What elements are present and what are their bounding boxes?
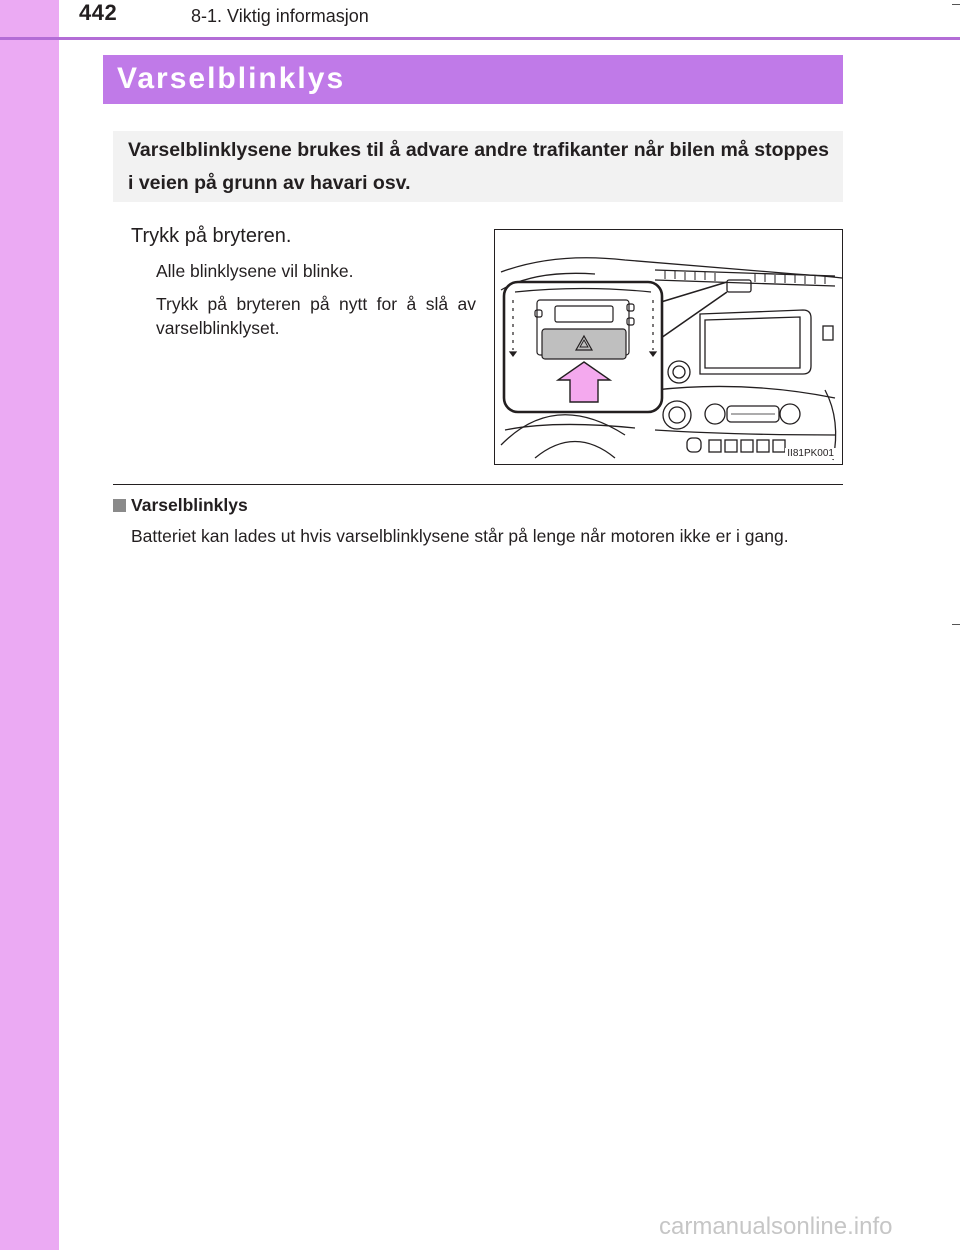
- watermark: carmanualsonline.info: [659, 1213, 893, 1240]
- summary-text: Varselblinklysene brukes til å advare andre trafikanter når bilen må stoppes i veien på grunn av havari osv.: [128, 139, 829, 194]
- crop-mark: [952, 624, 960, 625]
- step-instruction: Trykk på bryteren på nytt for å slå av varselblinklyset.: [156, 294, 476, 338]
- square-bullet-icon: [113, 499, 126, 512]
- crop-mark: [952, 4, 960, 5]
- section-title: Varselblinklys: [117, 62, 346, 95]
- note-body: Batteriet kan lades ut hvis varselblinklysene står på lenge når motoren ikke er i gang.: [131, 526, 789, 546]
- section-title-band: [103, 55, 843, 104]
- figure-code: II81PK001: [787, 448, 834, 459]
- side-tab: [0, 0, 59, 1250]
- step-title: Trykk på bryteren.: [131, 225, 292, 247]
- section-reference: 8-1. Viktig informasjon: [191, 6, 369, 26]
- section-divider: [113, 484, 843, 485]
- step-result: Alle blinklysene vil blinke.: [156, 261, 354, 281]
- page-number: 442: [79, 0, 118, 25]
- header-rule: [0, 37, 960, 40]
- note-title: Varselblinklys: [131, 495, 248, 515]
- summary-box: [113, 131, 843, 202]
- dashboard-drawing: [495, 230, 842, 464]
- hazard-switch-illustration: [494, 229, 843, 465]
